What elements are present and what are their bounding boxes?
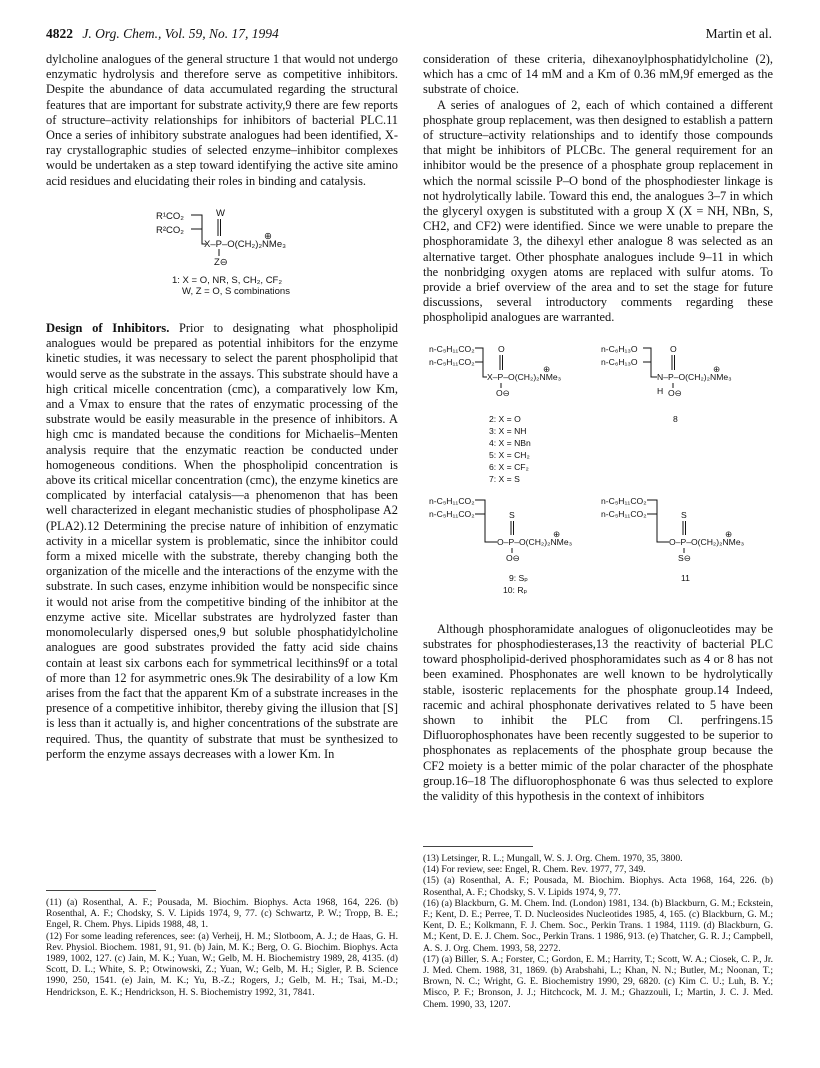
caption-line-2: W, Z = O, S combinations [182, 285, 290, 297]
s4-plus: ⊕ [725, 528, 733, 539]
r1-label: R¹CO₂ [156, 210, 184, 222]
structure-1-figure [46, 203, 398, 307]
paragraph: consideration of these criteria, dihexanoylphosphatidylcholine (2), which has a cmc of 14 mM and a Km of 0.36 mM,9f emerged as the substrate of choice. [423, 52, 773, 97]
s1-acyl-1: n-C₅H₁₁CO₂ [429, 343, 475, 354]
footnote: (15) (a) Rosenthal, A. F.; Pousada, M. Biochim. Biophys. Acta 1968, 164, 226. (b) Rosenthal, A. F.; Chodsky, S. V. Lipids 1974, 9, 77. [423, 875, 773, 898]
r2-label: R²CO₂ [156, 224, 184, 236]
running-authors: Martin et al. [705, 26, 772, 41]
compound-label-11: 11 [681, 572, 690, 583]
list-item: 7: X = S [489, 473, 520, 484]
structures-drawing [423, 338, 773, 600]
s3-minus: O⊖ [506, 552, 520, 563]
s2-chain: N–P–O(CH₂)₂NMe₃ [657, 371, 732, 382]
list-item: 5: X = CH₂ [489, 449, 530, 460]
s4-minus: S⊖ [678, 552, 691, 563]
s2-oxo: O [670, 343, 677, 354]
s2-h: H [657, 385, 664, 396]
s2-minus: O⊖ [668, 387, 682, 398]
list-item: 3: X = NH [489, 425, 527, 436]
list-item: 4: X = NBn [489, 437, 531, 448]
left-column [46, 52, 398, 998]
list-item: 2: X = O [489, 413, 521, 424]
journal-citation: J. Org. Chem., Vol. 59, No. 17, 1994 [82, 26, 279, 41]
s2-alkyl-1: n-C₆H₁₃O [601, 343, 638, 354]
structures-2-11-figure [423, 338, 773, 604]
s4-thio: S [681, 509, 687, 520]
s3-plus: ⊕ [553, 528, 561, 539]
compound-label-8: 8 [673, 413, 678, 424]
structure-1-drawing [46, 203, 398, 303]
footnote: (11) (a) Rosenthal, A. F.; Pousada, M. Biochim. Biophys. Acta 1968, 164, 226. (b) Rosenthal, A. F.; Chodsky, S. V. Lipids 1974, 9, 77. (c) Schwartz, P. W.; Tropp, B. E.; Engel, R. Chem. Phys. Lipids 1988, 48, 1. [46, 897, 398, 931]
footnote: (12) For some leading references, see: (a) Verheij, H. M.; Slotboom, A. J.; de Haas, G. H. Rev. Physiol. Biochem. 1981, 91, 91. (b) Jain, M. K.; Berg, O. G. Biochim. Biophys. Acta 1989, 1002, 127. (c) Jain, M. K.; Yuan, W.; Gelb, M. H. Biochemistry 1989, 28, 4135. (d) Scott, D. L.; White, S. P.; Otwinowski, Z.; Yuan, W.; Gelb, M. H.; Sigler, P. B. Science 1990, 250, 1541. (e) Jain, M. K.; Yu, B.-Z.; Rogers, J.; Gelb, M. H.; Tsai, M.-D.; Hendrickson, E. K.; Hendrickson, H. S. Biochemistry 1992, 31, 7841. [46, 930, 398, 998]
s1-chain: X–P–O(CH₂)₂NMe₃ [487, 371, 562, 382]
s3-thio: S [509, 509, 515, 520]
s3-acyl-1: n-C₅H₁₁CO₂ [429, 495, 475, 506]
right-column [423, 52, 773, 1010]
compound-label-10: 10: Rₚ [503, 584, 528, 595]
s1-acyl-2: n-C₅H₁₁CO₂ [429, 356, 475, 367]
paragraph: A series of analogues of 2, each of which contained a different phosphate group replacement, was then designed to establish a pattern of structure–activity relationships and to identify those compounds that might be inhibitors of PLCBc. The general requirement for an inhibitor would be the presence of a phosphate group replacement in which the normal scissile P–O bond of the phosphodiester linkage is not hydrolytically labile. Toward this end, the analogues 3–7 in which the glyceryl oxygen is substituted with a group X (X = NH, NBn, S, CH2, and CF2) were identified. Since we were unable to prepare the phosphoramidate 3, the dihexyl ether analogue 8 was selected as an alternative target. Other phosphate analogues include 9–11 in which the nonbridging oxygen atoms are replaced with sulfur atoms. To provide a brief overview of the area and to set the stage for future discussions, several introductory comments regarding these phospholipid analogues are warranted. [423, 97, 773, 325]
plus-label: ⊕ [264, 230, 272, 242]
z-label: Z⊖ [214, 256, 228, 268]
paragraph: Although phosphoramidate analogues of oligonucleotides may be substrates for phosphodiesterases,13 the reactivity of bacterial PLC toward phospholipid-derived phosphoramidates such as 4 or 8 has not been examined. Phosphonates are well known to be hydrolytically stable, isosteric replacements for the phosphate group.14 Indeed, racemic and achiral phosphonate derivatives related to 5 have been shown to inhibit the PLC from Cl. perfringens.15 Difluorophosphonates have been recently suggested to be superior to phosphonates as replacements of the phosphate group because the CF2 moiety is a better mimic of the polar character of the phosphate group.16–18 The difluorophosphonate 6 was thus selected to explore the validity of this hypothesis in the context of inhibitors [423, 621, 773, 804]
s1-minus: O⊖ [496, 387, 510, 398]
paragraph: dylcholine analogues of the general structure 1 that would not undergo enzymatic hydrolysis and therefore serve as competitive inhibitors. Despite the abundance of data accumulated regarding the structural features that are important for substrate activity,9 there are few reports of structure–activity relationships for inhibitors of bacterial PLC.11 Once a series of inhibitory substrate analogues had been identified, X-ray crystallographic studies of selected enzyme–inhibitor complexes would be undertaken as a step toward identifying the active site amino acid residues and elucidating their roles in binding and catalysis. [46, 52, 398, 188]
page-number: 4822 [46, 26, 73, 41]
s1-oxo: O [498, 343, 505, 354]
footnotes-left [46, 880, 398, 998]
w-label: W [216, 207, 225, 219]
s3-chain: O–P–O(CH₂)₂NMe₃ [497, 536, 573, 547]
footnote-rule [46, 890, 156, 891]
footnote: (13) Letsinger, R. L.; Mungall, W. S. J. Org. Chem. 1970, 35, 3800. [423, 853, 683, 864]
list-item: 6: X = CF₂ [489, 461, 529, 472]
s2-alkyl-2: n-C₆H₁₃O [601, 356, 638, 367]
running-header [46, 26, 772, 46]
chain-label: X–P–O(CH₂)₂NMe₃ [204, 238, 286, 250]
footnotes-right [423, 836, 773, 1010]
s4-acyl-1: n-C₅H₁₁CO₂ [601, 495, 647, 506]
s3-acyl-2: n-C₅H₁₁CO₂ [429, 508, 475, 519]
footnote: (17) (a) Biller, S. A.; Forster, C.; Gordon, E. M.; Harrity, T.; Scott, W. A.; Ciosek, C. P., Jr. J. Med. Chem. 1988, 31, 1869. (b) Arabshahi, L.; Khan, N. N.; Butler, M.; Noonan, T.; Brown, N. C.; Wright, G. E. Biochemistry 1990, 29, 6820. (c) Kim C. U.; Luh, B. Y.; Misco, P. F.; Bronson, J. J.; Hitchcock, M. J. M.; Ghazzouli, I.; Martin, J. C. J. Med. Chem. 1990, 33, 1207. [423, 953, 773, 1010]
footnote: (16) (a) Blackburn, G. M. Chem. Ind. (London) 1981, 134. (b) Blackburn, G. M.; Eckstein, F.; Kent, D. E.; Perree, T. D. Nucleosides Nucleotides 1985, 4, 165. (c) Blackburn, G. M.; Kent, D. E.; Kolkmann, F. J. Chem. Soc., Perkin Trans. 1 1984, 1119. (d) Blackburn, G. M.; Kent, D. E. J. Chem. Soc., Perkin Trans. 1 1986, 913. (e) Thatcher, G. R. J.; Campbell, A. S. J. Org. Chem. 1993, 58, 2272. [423, 897, 773, 954]
caption-line-1: 1: X = O, NR, S, CH₂, CF₂ [172, 274, 283, 286]
footnote: (14) For review, see: Engel, R. Chem. Rev. 1977, 77, 349. [423, 864, 646, 876]
footnote-rule [423, 846, 533, 847]
s4-chain: O–P–O(CH₂)₂NMe₃ [669, 536, 745, 547]
section-text: Prior to designating what phospholipid analogues would be prepared as potential inhibitors for the enzyme kinetic studies, it was necessary to select the parent phospholipid that would serve as the substrate in the assays. This substrate should have a high critical micelle concentration (cmc), a comparatively low Km, and a Vmax to ensure that the rates of enzymatic processing of the substrate would be easily measurable in the presence of inhibitors. A high cmc is mandated because the conditions for Michaelis–Menten analysis require that the enzymatic reaction be conducted under homogeneous conditions. When the phospholipid concentration is above its critical micellar concentration (cmc), the enzyme kinetics are complicated by interfacial catalysis—a phenomenon that has been well characterized in elegant mechanistic studies of phospholipase A2 (PLA2).12 Determining the precise nature of inhibition of enzymatic activity in a micellar system is problematic, since the inhibitor could form a mixed micelle with the substrate, thereby changing both the organization of the micelle and the interactions of the enzyme with the substrate. In such cases, enzyme inhibition would be nonspecific since it would not arise from the competitive binding of the inhibitor at the enzyme active site. Micellar substrates are hydrolyzed faster than monomolecularly dispersed ones,9 but soluble phosphatidylcholine analogues are good substrates provided the fatty acid side chains contain at least six carbons each for symmetrical lecithins9f or a total of more than 12 for asymmetric ones.9k The desirability of a low Km arises from the fact that the apparent Km of a substrate increases in the presence of a competitive inhibitor, thereby giving the illusion that [S] is less than it actually is, and higher concentrations of the substrate are required. Thus, the quantity of substrate that must be synthesized to perform the enzyme assays decreases with a lower Km. In [46, 321, 398, 761]
s4-acyl-2: n-C₅H₁₁CO₂ [601, 508, 647, 519]
compound-label-9: 9: Sₚ [509, 572, 528, 583]
s2-plus: ⊕ [713, 363, 721, 374]
section-heading: Design of Inhibitors. [46, 321, 170, 336]
s1-plus: ⊕ [543, 363, 551, 374]
